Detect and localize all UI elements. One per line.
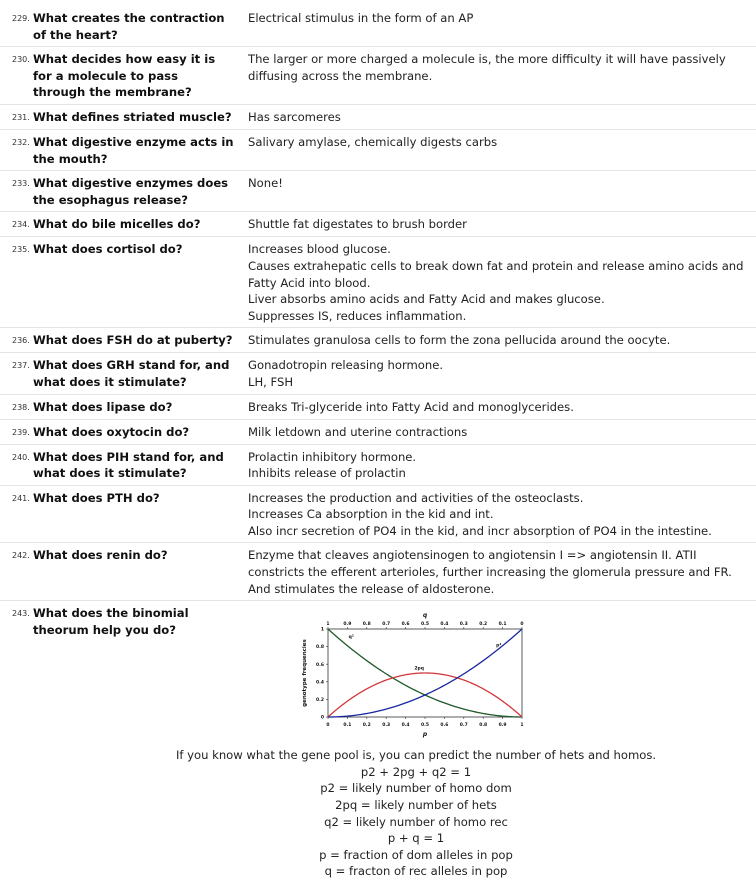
question-cell [0, 547, 238, 597]
question-cell [0, 134, 238, 167]
answer-line: Causes extrahepatic cells to break down fat and protein and release amino acids and Fatty Acid into blood. [248, 258, 744, 290]
question-cell [0, 332, 238, 349]
card-number: 243. [12, 609, 30, 619]
caption-line: q2 = likely number of homo rec [324, 814, 508, 829]
answer-line: Milk letdown and uterine contractions [248, 424, 468, 439]
question-text: What decides how easy it is for a molecule to pass through the membrane? [33, 52, 216, 100]
flashcard-row [0, 485, 756, 543]
answer-cell [238, 175, 756, 208]
y-tick-label: 1 [320, 627, 324, 633]
question-text: What digestive enzyme acts in the mouth? [33, 134, 234, 166]
card-number: 240. [12, 452, 30, 462]
caption-line: p2 = likely number of homo dom [320, 781, 512, 796]
answer-cell [238, 109, 756, 126]
x-tick-label: 0 [326, 723, 330, 729]
flashcard-row [0, 419, 756, 444]
question-text: What does FSH do at puberty? [33, 333, 233, 348]
top-tick-label: 0.4 [440, 622, 449, 628]
top-tick-label: 0.3 [459, 622, 468, 628]
question-cell [0, 51, 238, 101]
answer-line: Increases the production and activities of the osteoclasts. [248, 490, 584, 505]
question-text: What does lipase do? [33, 399, 173, 414]
x-axis-label: p [422, 731, 428, 739]
card-number: 242. [12, 551, 30, 561]
top-tick-label: 0 [520, 622, 524, 628]
top-tick-label: 0.2 [479, 622, 488, 628]
question-text: What does PTH do? [33, 490, 160, 505]
flashcard-row [0, 444, 756, 485]
answer-line: LH, FSH [248, 374, 294, 389]
top-tick-label: 0.9 [343, 622, 352, 628]
question-text: What does oxytocin do? [33, 424, 190, 439]
top-tick-label: 1 [326, 622, 330, 628]
card-number: 241. [12, 493, 30, 503]
x-tick-label: 0.3 [382, 723, 391, 729]
top-tick-label: 0.1 [498, 622, 507, 628]
answer-cell [238, 51, 756, 101]
y-tick-label: 0.8 [316, 645, 324, 651]
x-tick-label: 0.2 [362, 723, 371, 729]
flashcard-row [0, 236, 756, 327]
y-tick-label: 0.4 [316, 680, 324, 686]
answer-cell [238, 490, 756, 540]
question-cell [0, 399, 238, 416]
answer-line: Gonadotropin releasing hormone. [248, 358, 444, 373]
flashcard-row [0, 394, 756, 419]
question-cell [0, 449, 238, 482]
answer-line: Enzyme that cleaves angiotensinogen to angiotensin I => angiotensin II. ATII constricts the efferent arterioles, further increasing the glomerula pressure and FR. And stimulates the release of aldosterone. [248, 548, 732, 596]
answer-line: Electrical stimulus in the form of an AP [248, 11, 474, 25]
answer-cell [238, 547, 756, 597]
top-tick-label: 0.6 [401, 622, 410, 628]
card-number: 236. [12, 336, 30, 346]
flashcard-row [0, 542, 756, 600]
top-tick-label: 0.8 [362, 622, 371, 628]
y-axis-label: genotype frequencies [302, 639, 308, 708]
answer-cell [238, 10, 756, 43]
question-text: What creates the contraction of the heart? [33, 11, 225, 42]
caption-line: 2pq = likely number of hets [335, 798, 497, 813]
card-number: 230. [12, 55, 30, 65]
answer-line: Inhibits release of prolactin [248, 466, 406, 481]
x-tick-label: 1 [520, 723, 524, 729]
top-tick-label: 0.5 [421, 622, 429, 628]
y-tick-label: 0.2 [316, 698, 324, 704]
answer-line: Has sarcomeres [248, 109, 341, 124]
question-text: What defines striated muscle? [33, 109, 232, 124]
series-label: 2pq [414, 666, 424, 672]
question-text: What digestive enzymes does the esophagus release? [33, 176, 229, 207]
answer-line: Stimulates granulosa cells to form the zona pellucida around the oocyte. [248, 333, 671, 348]
x-tick-label: 0.7 [459, 723, 468, 729]
top-tick-label: 0.7 [382, 622, 391, 628]
answer-line: Salivary amylase, chemically digests carbs [248, 134, 498, 149]
card-number: 238. [12, 402, 30, 412]
card-number: 234. [12, 220, 30, 230]
question-text: What do bile micelles do? [33, 217, 201, 232]
question-text: What does cortisol do? [33, 242, 183, 257]
answer-cell [238, 424, 756, 441]
card-number: 231. [12, 112, 30, 122]
answer-cell [238, 399, 756, 416]
question-cell [0, 424, 238, 441]
flashcard-row [0, 352, 756, 393]
answer-line: Prolactin inhibitory hormone. [248, 449, 417, 464]
answer-cell [238, 332, 756, 349]
flashcard-row [0, 104, 756, 129]
answer-cell [238, 216, 756, 233]
flashcard-row [0, 6, 756, 46]
series-label: p² [496, 643, 502, 649]
top-axis-label: q [422, 612, 428, 620]
card-number: 229. [12, 14, 30, 23]
x-tick-label: 0.8 [479, 723, 488, 729]
question-text: What does PIH stand for, and what does it stimulate? [33, 449, 224, 481]
x-tick-label: 0.5 [421, 723, 429, 729]
answer-cell [238, 134, 756, 167]
caption-line: q = fracton of rec alleles in pop [324, 864, 508, 879]
answer-cell [238, 241, 756, 324]
caption-line: p2 + 2pg + q2 = 1 [360, 764, 472, 779]
flashcard-row [0, 211, 756, 236]
answer-line: Increases blood glucose. [248, 242, 391, 257]
genotype-frequency-figure [166, 611, 666, 880]
answer-line: Also incr secretion of PO4 in the kid, and incr absorption of PO4 in the intestine. [248, 523, 712, 538]
question-cell [0, 490, 238, 540]
question-cell [0, 216, 238, 233]
flashcard-row [0, 46, 756, 104]
flashcard-row [0, 600, 756, 883]
answer-line: The larger or more charged a molecule is, the more difficulty it will have passively diffusing across the membrane. [248, 52, 726, 83]
flashcard-row [0, 170, 756, 211]
answer-cell [175, 605, 756, 880]
flashcard-row [0, 129, 756, 170]
answer-line: Liver absorbs amino acids and Fatty Acid and makes glucose. [248, 292, 605, 307]
question-cell [0, 175, 238, 208]
card-number: 233. [12, 179, 30, 189]
answer-cell [238, 449, 756, 482]
caption-line: p + q = 1 [387, 831, 445, 846]
answer-line: Breaks Tri-glyceride into Fatty Acid and monoglycerides. [248, 399, 574, 414]
card-number: 232. [12, 137, 30, 147]
caption-line: p = fraction of dom alleles in pop [319, 847, 513, 862]
answer-line: Shuttle fat digestates to brush border [248, 217, 467, 232]
series-label: q² [348, 635, 354, 641]
answer-line: Suppresses IS, reduces inflammation. [248, 308, 467, 323]
y-tick-label: 0.6 [316, 663, 324, 669]
question-cell [0, 357, 238, 390]
y-tick-label: 0 [320, 715, 324, 721]
question-text: What does renin do? [33, 548, 168, 563]
question-cell [0, 241, 238, 324]
answer-line: Increases Ca absorption in the kid and int. [248, 507, 494, 522]
question-cell [0, 10, 238, 43]
x-tick-label: 0.9 [498, 723, 507, 729]
card-number: 239. [12, 427, 30, 437]
card-number: 235. [12, 245, 30, 255]
card-number: 237. [12, 361, 30, 371]
question-cell [0, 109, 238, 126]
answer-line: None! [248, 176, 283, 191]
x-tick-label: 0.4 [401, 723, 410, 729]
flashcard-list [0, 6, 756, 883]
genotype-frequency-chart [296, 611, 536, 741]
x-tick-label: 0.1 [343, 723, 352, 729]
question-text: What does the binomial theorum help you do? [33, 606, 189, 637]
question-text: What does GRH stand for, and what does it stimulate? [33, 358, 230, 389]
caption-line: If you know what the gene pool is, you can predict the number of hets and homos. [175, 748, 657, 763]
answer-cell [238, 357, 756, 390]
flashcard-row [0, 327, 756, 352]
x-tick-label: 0.6 [440, 723, 449, 729]
